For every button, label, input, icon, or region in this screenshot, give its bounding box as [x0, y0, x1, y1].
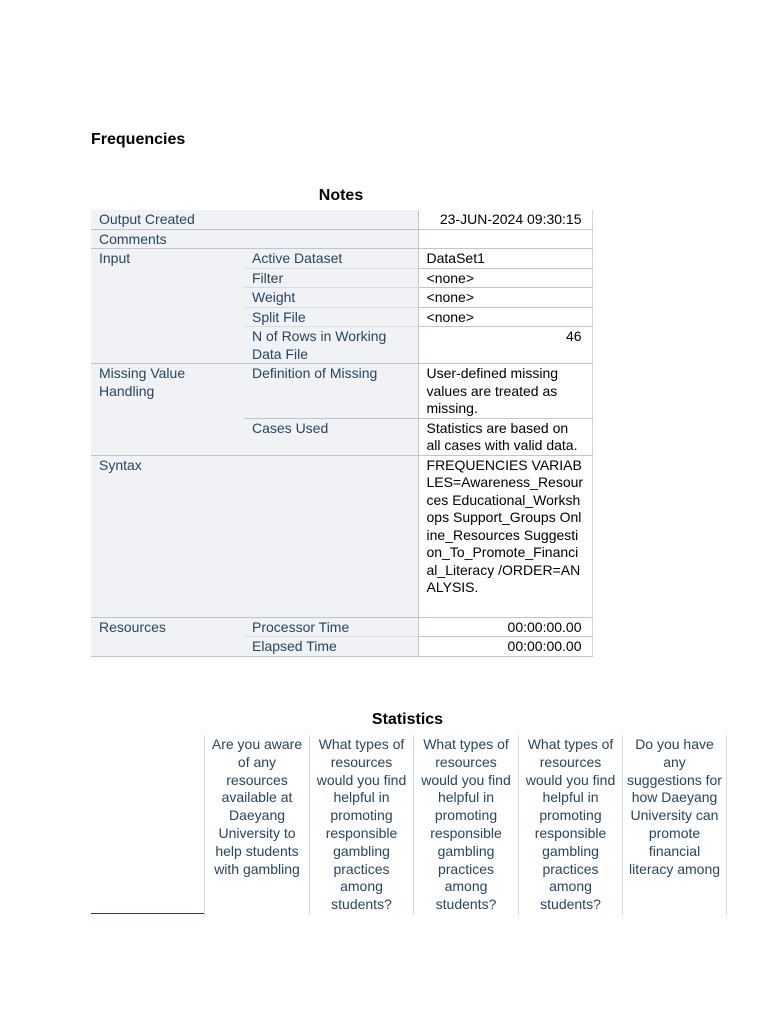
missing-value-handling-label: Missing Value Handling	[91, 364, 244, 456]
comments-label: Comments	[91, 229, 418, 249]
split-file-value: <none>	[418, 307, 592, 327]
cases-used-value: Statistics are based on all cases with valid data.	[418, 418, 592, 455]
syntax-label: Syntax	[91, 455, 418, 617]
statistics-column-header: Do you have any suggestions for how Daeyang University can promote financial literacy among	[622, 735, 727, 915]
active-dataset-label: Active Dataset	[244, 249, 418, 269]
statistics-title: Statistics	[371, 711, 444, 728]
statistics-column-header: What types of resources would you find helpful in promoting responsible gambling practices among students?	[518, 735, 622, 915]
elapsed-time-label: Elapsed Time	[244, 637, 418, 657]
statistics-column-header: What types of resources would you find helpful in promoting responsible gambling practices among students?	[413, 735, 518, 915]
weight-value: <none>	[418, 288, 592, 308]
table-row	[91, 617, 592, 637]
elapsed-time-value: 00:00:00.00	[418, 637, 592, 657]
split-file-label: Split File	[244, 307, 418, 327]
statistics-column-header: What types of resources would you find helpful in promoting responsible gambling practices among students?	[309, 735, 413, 915]
table-row	[91, 249, 592, 269]
processor-time-label: Processor Time	[244, 617, 418, 637]
table-row	[91, 455, 592, 617]
table-row	[91, 229, 592, 249]
table-row	[91, 364, 592, 419]
notes-table	[91, 210, 593, 657]
filter-label: Filter	[244, 268, 418, 288]
n-rows-label: N of Rows in Working Data File	[244, 327, 418, 364]
processor-time-value: 00:00:00.00	[418, 617, 592, 637]
page-heading: Frequencies	[91, 131, 186, 148]
input-label: Input	[91, 249, 244, 364]
notes-title: Notes	[318, 187, 364, 204]
weight-label: Weight	[244, 288, 418, 308]
statistics-table	[91, 735, 731, 915]
statistics-column-header: Are you aware of any resources available at Daeyang University to help students with gambling	[204, 735, 309, 915]
cases-used-label: Cases Used	[244, 418, 418, 455]
resources-label: Resources	[91, 617, 244, 656]
comments-value	[418, 229, 592, 249]
filter-value: <none>	[418, 268, 592, 288]
output-created-value: 23-JUN-2024 09:30:15	[418, 210, 592, 229]
table-row	[91, 210, 592, 229]
syntax-value: FREQUENCIES VARIABLES=Awareness_Resources Educational_Workshops Support_Groups Online_Resources Suggestion_To_Promote_Financial_Literacy /ORDER=ANALYSIS.	[418, 455, 592, 617]
n-rows-value: 46	[418, 327, 592, 364]
output-created-label: Output Created	[91, 210, 418, 229]
statistics-row-header-rule	[91, 913, 204, 914]
definition-of-missing-label: Definition of Missing	[244, 364, 418, 419]
definition-of-missing-value: User-defined missing values are treated as missing.	[418, 364, 592, 419]
active-dataset-value: DataSet1	[418, 249, 592, 269]
